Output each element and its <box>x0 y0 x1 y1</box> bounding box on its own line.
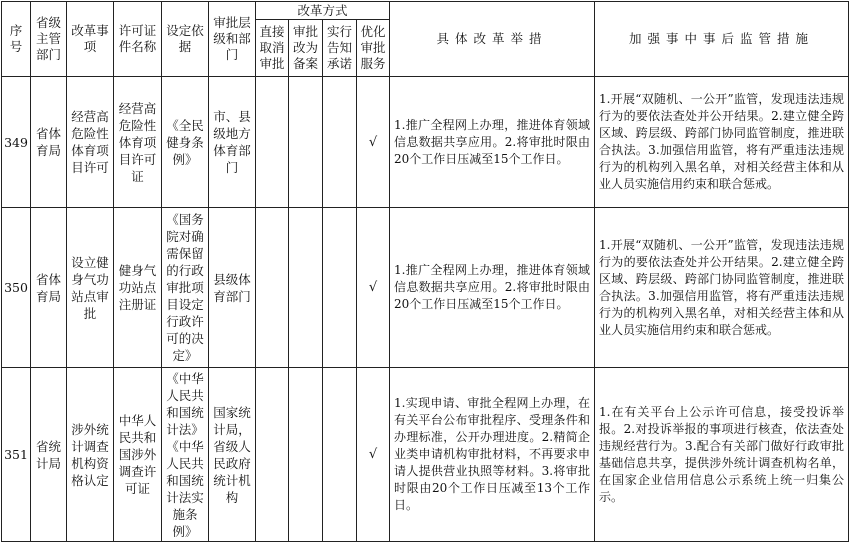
table-row <box>2 208 849 368</box>
row-item: 涉外统计调查机构资格认定 <box>67 368 114 542</box>
row-seq: 350 <box>2 208 31 368</box>
row-dept: 省体育局 <box>31 208 67 368</box>
row-mode-optimize: √ <box>357 77 390 208</box>
header-dept: 省级主管部门 <box>31 2 67 77</box>
header-mode-cancel: 直接取消审批 <box>256 20 289 77</box>
header-mode-commitment: 实行告知承诺 <box>323 20 357 77</box>
row-seq: 349 <box>2 77 31 208</box>
row-mode-optimize: √ <box>357 368 390 542</box>
row-item: 设立健身气功站点审批 <box>67 208 114 368</box>
row-supervision: 1.在有关平台上公示许可信息，接受投诉举报。2.对投诉举报的事项进行核查，依法查处违规经营行为。3.配合有关部门做好行政审批基础信息共享，提供涉外统计调查机构名单，在国家企业信用信息公示系统上统一归集公示。 <box>595 368 849 542</box>
row-basis: 《国务院对确需保留的行政审批项目设定行政许可的决定》 <box>162 208 209 368</box>
table-row <box>2 77 849 208</box>
row-mode-commitment <box>323 208 357 368</box>
reform-table <box>1 1 849 542</box>
row-mode-cancel <box>256 208 289 368</box>
row-mode-filing <box>289 77 323 208</box>
row-mode-filing <box>289 368 323 542</box>
row-mode-cancel <box>256 77 289 208</box>
row-measures: 1.实现申请、审批全程网上办理，在有关平台公布审批程序、受理条件和办理标准，公开办理进度。2.精简企业类申请机构审批材料，不再要求申请人提供营业执照等材料。3.将审批时限由20个工作日压减至13个工作日。 <box>390 368 595 542</box>
header-reform-mode: 改革方式 <box>256 2 390 20</box>
header-mode-optimize: 优化审批服务 <box>357 20 390 77</box>
header-level: 审批层级和部门 <box>209 2 256 77</box>
row-level: 县级体育部门 <box>209 208 256 368</box>
header-row-1 <box>2 2 849 20</box>
row-mode-commitment <box>323 368 357 542</box>
row-mode-filing <box>289 208 323 368</box>
row-supervision: 1.开展“双随机、一公开”监管，发现违法违规行为的要依法查处并公开结果。2.建立健全跨区域、跨层级、跨部门协同监管制度，推进联合执法。3.加强信用监管，将有严重违法违规行为的机构列入黑名单，对相关经营主体和从业人员实施信用约束和联合惩戒。 <box>595 208 849 368</box>
row-supervision: 1.开展“双随机、一公开”监管，发现违法违规行为的要依法查处并公开结果。2.建立健全跨区域、跨层级、跨部门协同监管制度，推进联合执法。3.加强信用监管，将有严重违法违规行为的机构列入黑名单，对相关经营主体和从业人员实施信用约束和联合惩戒。 <box>595 77 849 208</box>
header-license: 许可证件名称 <box>114 2 162 77</box>
row-seq: 351 <box>2 368 31 542</box>
reform-table-container <box>1 1 849 542</box>
row-level: 国家统计局，省级人民政府统计机构 <box>209 368 256 542</box>
row-item: 经营高危险性体育项目许可 <box>67 77 114 208</box>
row-dept: 省统计局 <box>31 368 67 542</box>
header-mode-filing: 审批改为备案 <box>289 20 323 77</box>
row-dept: 省体育局 <box>31 77 67 208</box>
row-license: 健身气功站点注册证 <box>114 208 162 368</box>
row-license: 经营高危险性体育项目许可证 <box>114 77 162 208</box>
row-level: 市、县级地方体育部门 <box>209 77 256 208</box>
row-mode-optimize: √ <box>357 208 390 368</box>
header-basis: 设定依据 <box>162 2 209 77</box>
row-mode-commitment <box>323 77 357 208</box>
row-measures: 1.推广全程网上办理，推进体育领域信息数据共享应用。2.将审批时限由20个工作日压减至15个工作日。 <box>390 77 595 208</box>
header-seq: 序号 <box>2 2 31 77</box>
row-basis: 《全民健身条例》 <box>162 77 209 208</box>
row-license: 中华人民共和国涉外调查许可证 <box>114 368 162 542</box>
table-row <box>2 368 849 542</box>
header-measures: 具体改革举措 <box>390 2 595 77</box>
header-supervision: 加强事中事后监管措施 <box>595 2 849 77</box>
row-basis: 《中华人民共和国统计法》《中华人民共和国统计法实施条例》 <box>162 368 209 542</box>
row-measures: 1.推广全程网上办理，推进体育领域信息数据共享应用。2.将审批时限由20个工作日压减至15个工作日。 <box>390 208 595 368</box>
header-item: 改革事项 <box>67 2 114 77</box>
row-mode-cancel <box>256 368 289 542</box>
